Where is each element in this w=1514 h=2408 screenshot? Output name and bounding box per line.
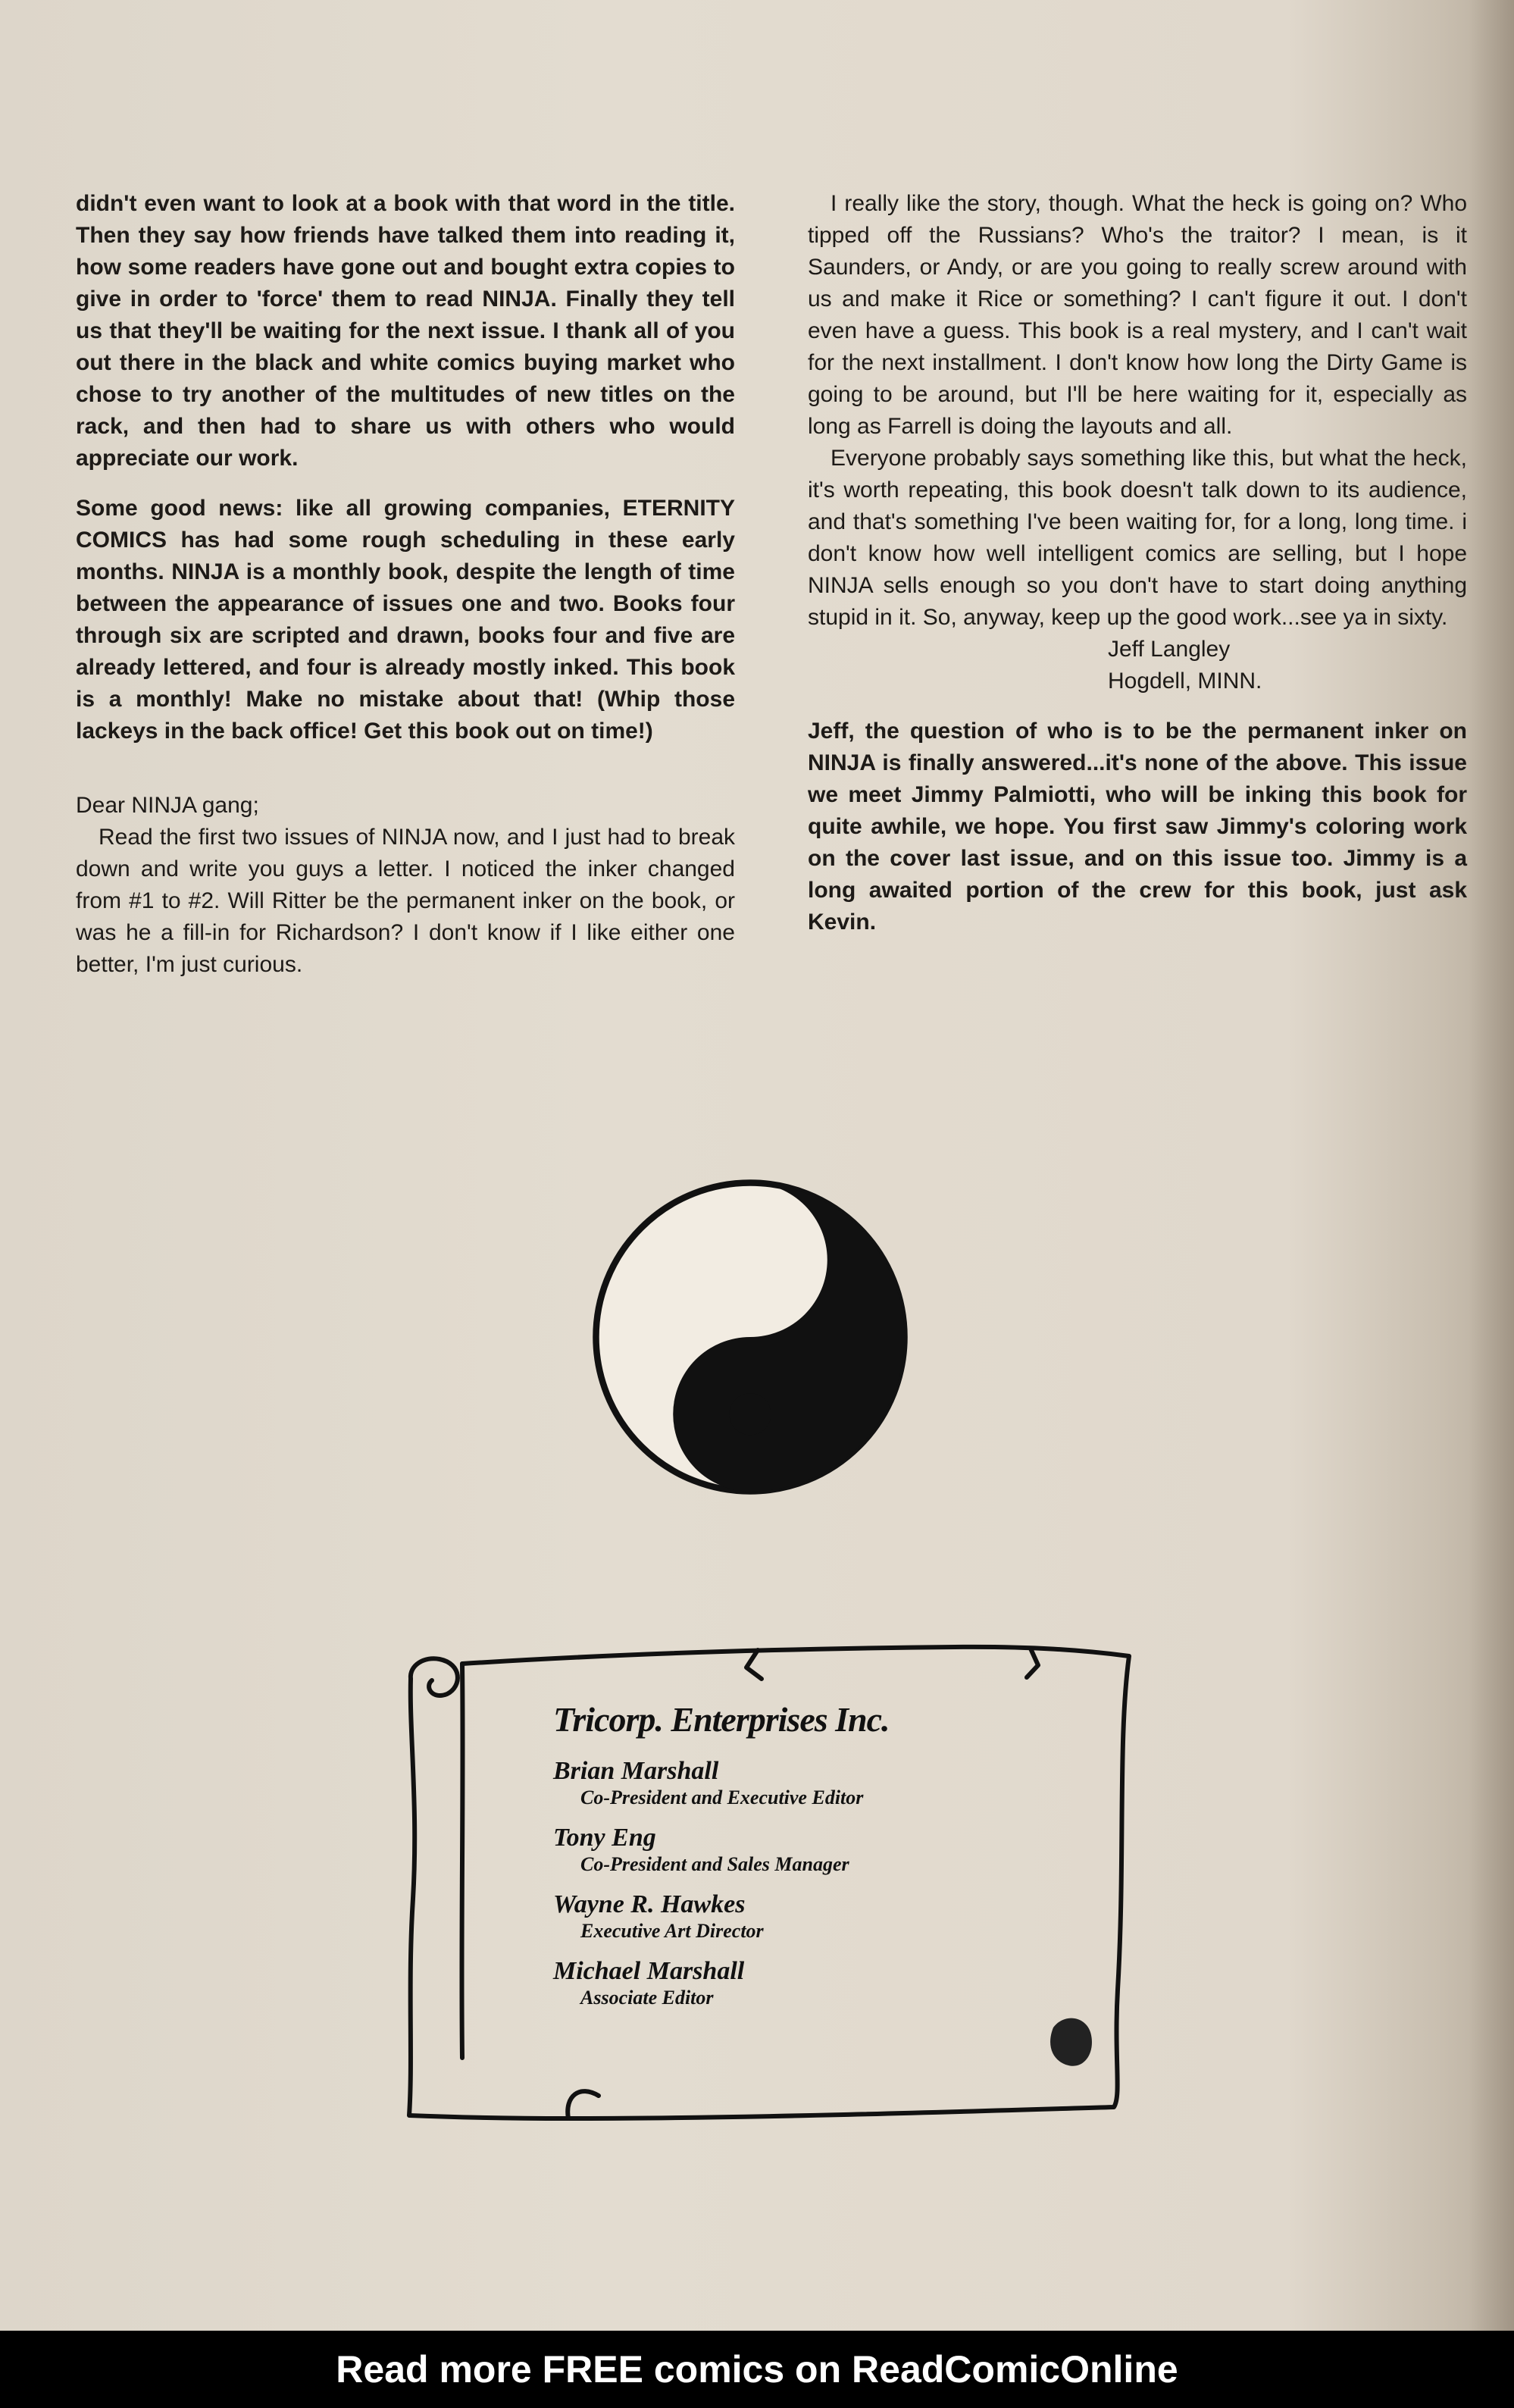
- staff-entry: [553, 1756, 1023, 1809]
- promo-footer-text: Read more FREE comics on ReadComicOnline: [336, 2348, 1178, 2391]
- staff-name: Wayne R. Hawkes: [553, 1890, 746, 1918]
- company-name: Tricorp. Enterprises Inc.: [553, 1700, 890, 1739]
- staff-entry: [553, 1956, 1023, 2009]
- staff-name: Tony Eng: [553, 1824, 656, 1852]
- staff-role: Executive Art Director: [580, 1920, 764, 1942]
- staff-name: Brian Marshall: [553, 1757, 719, 1785]
- page-edge-shadow: [1469, 0, 1514, 2331]
- staff-name: Michael Marshall: [553, 1957, 745, 1985]
- editor-news-paragraph: Some good news: like all growing companies, ETERNITY COMICS has had some rough scheduling in these early months. NINJA is a monthly book, despite the length of time between the appearance of issues one and two. Books four through six are scripted and drawn, books four and five are already lettered, and four is already mostly inked. This book is a monthly! Make no mistake about that! (Whip those lackeys in the back office! Get this book out on time!): [76, 496, 735, 744]
- staff-role: Co-President and Sales Manager: [580, 1853, 849, 1875]
- promo-footer-banner[interactable]: [0, 2331, 1514, 2408]
- letter-paragraph: Read the first two issues of NINJA now, and I just had to break down and write you guys a letter. I noticed the inker changed from #1 to #2. Will Ritter be the permanent inker on the book, or was he a fill-in for Richardson? I don't know if I like either one better, I'm just curious.: [76, 825, 735, 977]
- staff-entry: [553, 1823, 1023, 1876]
- letter-signature-name: Jeff Langley: [1108, 637, 1231, 662]
- letter-signature-location: Hogdell, MINN.: [1108, 669, 1262, 694]
- editor-answer-paragraph: Jeff, the question of who is to be the permanent inker on NINJA is finally answered...it's none of the above. This issue we meet Jimmy Palmiotti, who will be inking this book for quite awhile, we hope. You first saw Jimmy's coloring work on the cover last issue, and on this issue too. Jimmy is a long awaited portion of the crew for this book, just ask Kevin.: [808, 719, 1467, 935]
- right-column: [808, 188, 1467, 938]
- letter-salutation: Dear NINJA gang;: [76, 793, 259, 818]
- staff-entry: [553, 1890, 1023, 1943]
- letter-paragraph: Everyone probably says something like this, but what the heck, it's worth repeating, this book doesn't talk down to its audience, and that's something I've been waiting for, for a long, long time. i don't know how well intelligent comics are selling, but I hope NINJA sells enough so you don't have to start doing anything stupid in it. So, anyway, keep up the good work...see ya in sixty.: [808, 446, 1467, 630]
- credits-block: [553, 1699, 1023, 2023]
- staff-role: Co-President and Executive Editor: [580, 1786, 864, 1808]
- left-column: [76, 188, 735, 981]
- staff-role: Associate Editor: [580, 1987, 714, 2009]
- editor-reply-paragraph: didn't even want to look at a book with that word in the title. Then they say how friends have talked them into reading it, how some readers have gone out and bought extra copies to give in order to 'force' them to read NINJA. Finally they tell us that they'll be waiting for the next issue. I thank all of you out there in the black and white comics buying market who chose to try another of the multitudes of new titles on the rack, and then had to share us with others who would appreciate our work.: [76, 191, 735, 471]
- letter-paragraph: I really like the story, though. What the heck is going on? Who tipped off the Russians? Who's the traitor? I mean, is it Saunders, or Andy, or are you going to really screw around with us and make it Rice or something? I can't figure it out. I don't even have a guess. This book is a real mystery, and I can't wait for the next installment. I don't know how long the Dirty Game is going to be around, but I'll be here waiting for it, especially as long as Farrell is doing the layouts and all.: [808, 191, 1467, 439]
- yin-yang-icon: [590, 1176, 911, 1498]
